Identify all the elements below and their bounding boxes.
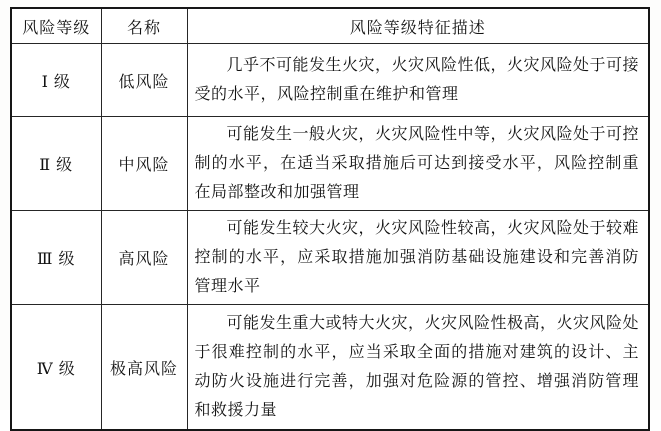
header-cell-risk-level: 风险等级 xyxy=(11,8,101,44)
fire-risk-level-table xyxy=(10,7,650,431)
description-cell xyxy=(187,44,649,117)
level-cell: Ⅲ 级 xyxy=(11,211,101,305)
table-row xyxy=(11,211,649,305)
table-row xyxy=(11,117,649,211)
name-cell: 高风险 xyxy=(101,211,187,305)
table-row xyxy=(11,305,649,431)
name-cell: 中风险 xyxy=(101,117,187,211)
header-cell-description: 风险等级特征描述 xyxy=(187,8,649,44)
table-row xyxy=(11,44,649,117)
description-cell xyxy=(187,305,649,431)
level-cell: Ⅳ 级 xyxy=(11,305,101,431)
description-text: 可能发生重大或特大火灾，火灾风险性极高，火灾风险处于很难控制的水平，应当采取全面的措施对建筑的设计、主动防火设施进行完善，加强对危险源的管控、增强消防管理和救援力量 xyxy=(194,315,640,419)
description-cell xyxy=(187,117,649,211)
name-cell: 极高风险 xyxy=(101,305,187,431)
description-cell xyxy=(187,211,649,305)
name-cell: 低风险 xyxy=(101,44,187,117)
description-text: 可能发生一般火灾，火灾风险性中等，火灾风险处于可控制的水平，在适当采取措施后可达到接受水平，风险控制重在局部整改和加强管理 xyxy=(194,126,640,201)
description-text: 几乎不可能发生火灾，火灾风险性低，火灾风险处于可接受的水平，风险控制重在维护和管理 xyxy=(194,57,640,103)
description-text: 可能发生较大火灾，火灾风险性较高，火灾风险处于较难控制的水平，应采取措施加强消防基础设施建设和完善消防管理水平 xyxy=(194,220,640,295)
header-cell-name: 名称 xyxy=(101,8,187,44)
level-cell: Ⅰ 级 xyxy=(11,44,101,117)
table-header-row xyxy=(11,8,649,44)
level-cell: Ⅱ 级 xyxy=(11,117,101,211)
